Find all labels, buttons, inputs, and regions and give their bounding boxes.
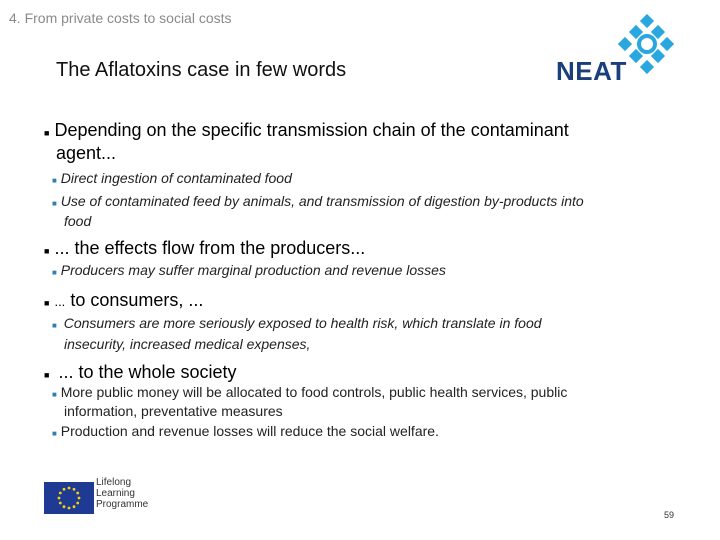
square-bullet-icon: ■ bbox=[44, 246, 50, 256]
sub-bullet-item bbox=[52, 384, 567, 400]
sub-bullet-item bbox=[52, 193, 584, 209]
bullet-item bbox=[44, 290, 203, 311]
bullet-ellipsis: ... bbox=[54, 294, 66, 309]
square-bullet-icon: ■ bbox=[52, 199, 57, 208]
sub-bullet-text: Use of contaminated feed by animals, and transmission of digestion by-products into bbox=[60, 193, 584, 209]
sub-bullet-item bbox=[52, 315, 542, 331]
sub-bullet-text-continued: information, preventative measures bbox=[64, 403, 283, 419]
bullet-text: Depending on the specific transmission chain of the contaminant bbox=[54, 120, 569, 140]
sub-bullet-text-continued: insecurity, increased medical expenses, bbox=[64, 336, 311, 352]
square-bullet-icon: ■ bbox=[52, 268, 57, 277]
logo-wordmark: NEAT bbox=[556, 56, 627, 86]
bullet-text: ... to the whole society bbox=[58, 362, 237, 382]
square-bullet-icon: ■ bbox=[44, 128, 50, 138]
square-bullet-icon: ■ bbox=[52, 176, 57, 185]
breadcrumb: 4. From private costs to social costs bbox=[9, 10, 232, 26]
sub-bullet-text: More public money will be allocated to food controls, public health services, public bbox=[60, 384, 568, 400]
neat-logo bbox=[556, 14, 676, 84]
bullet-item bbox=[44, 238, 365, 259]
bullet-text: to consumers, ... bbox=[70, 290, 204, 310]
bullet-item bbox=[44, 362, 237, 383]
bullet-text-continued: agent... bbox=[56, 143, 117, 163]
square-bullet-icon: ■ bbox=[52, 390, 57, 399]
sub-bullet-item bbox=[52, 262, 446, 278]
bullet-item bbox=[44, 120, 569, 141]
sub-bullet-text: Producers may suffer marginal production and revenue losses bbox=[60, 262, 446, 278]
bullet-text: ... the effects flow from the producers... bbox=[54, 238, 366, 258]
sub-bullet-item bbox=[52, 423, 439, 439]
page-number: 59 bbox=[664, 510, 675, 520]
programme-label-line: Learning bbox=[96, 488, 135, 499]
page-title: The Aflatoxins case in few words bbox=[56, 59, 347, 81]
square-bullet-icon: ■ bbox=[52, 321, 57, 330]
square-bullet-icon: ■ bbox=[44, 370, 50, 380]
square-bullet-icon: ■ bbox=[44, 298, 50, 308]
diamond-cross-logo-icon bbox=[618, 14, 674, 76]
sub-bullet-text: Consumers are more seriously exposed to health risk, which translate in food bbox=[63, 315, 542, 331]
sub-bullet-text-continued: food bbox=[64, 213, 92, 229]
programme-label-line: Programme bbox=[96, 499, 149, 510]
sub-bullet-item bbox=[52, 170, 292, 186]
programme-label bbox=[96, 477, 148, 510]
eu-flag-icon bbox=[44, 482, 94, 514]
programme-label-line: Lifelong bbox=[96, 477, 132, 488]
sub-bullet-text: Production and revenue losses will reduce the social welfare. bbox=[60, 423, 439, 439]
square-bullet-icon: ■ bbox=[52, 429, 57, 438]
sub-bullet-text: Direct ingestion of contaminated food bbox=[60, 170, 292, 186]
